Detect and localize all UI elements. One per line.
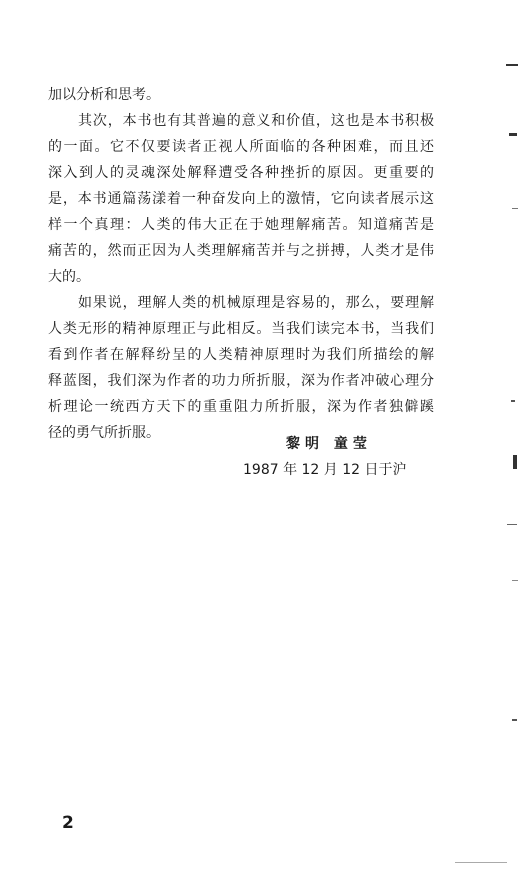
page-number: 2 — [62, 813, 74, 833]
text-line: 其次，本书也有其普遍的意义和价值，这也是本书积极 — [78, 113, 434, 129]
text-line: 析理论一统西方天下的重重阻力所折服，深为作者独僻蹊 — [48, 399, 434, 415]
text-line: 是，本书通篇荡漾着一种奋发向上的激情，它向读者展示这 — [48, 191, 434, 207]
scan-edge-mark — [511, 400, 515, 402]
scan-edge-mark — [455, 862, 507, 863]
body-text — [48, 82, 434, 446]
text-line: 大的。 — [48, 269, 90, 285]
text-line: 样一个真理：人类的伟大正在于她理解痛苦。知道痛苦是 — [48, 217, 434, 233]
text-line: 深入到人的灵魂深处解释遭受各种挫折的原因。更重要的 — [48, 165, 434, 181]
text-line: 如果说，理解人类的机械原理是容易的，那么，要理解 — [78, 295, 434, 311]
scan-edge-mark — [512, 719, 517, 721]
scan-edge-mark — [513, 455, 517, 469]
scan-edge-mark — [512, 580, 518, 581]
text-line: 人类无形的精神原理正与此相反。当我们读完本书，当我们 — [48, 321, 434, 337]
text-line: 加以分析和思考。 — [48, 87, 160, 103]
scan-edge-mark — [507, 524, 517, 525]
text-line: 的一面。它不仅要读者正视人所面临的各种困难，而且还 — [48, 139, 434, 155]
text-line: 痛苦的，然而正因为人类理解痛苦并与之拼搏，人类才是伟 — [48, 243, 434, 259]
scan-edge-mark — [506, 64, 518, 66]
signature-date: 1987 年 12 月 12 日于沪 — [243, 462, 407, 478]
text-line: 看到作者在解释纷呈的人类精神原理时为我们所描绘的解 — [48, 347, 434, 363]
text-line: 释蓝图，我们深为作者的功力所折服，深为作者冲破心理分 — [48, 373, 434, 389]
scan-edge-mark — [512, 208, 518, 209]
author-signature: 黎明 童莹 — [286, 436, 372, 452]
scan-edge-mark — [509, 133, 517, 136]
text-line: 径的勇气所折服。 — [48, 425, 160, 441]
